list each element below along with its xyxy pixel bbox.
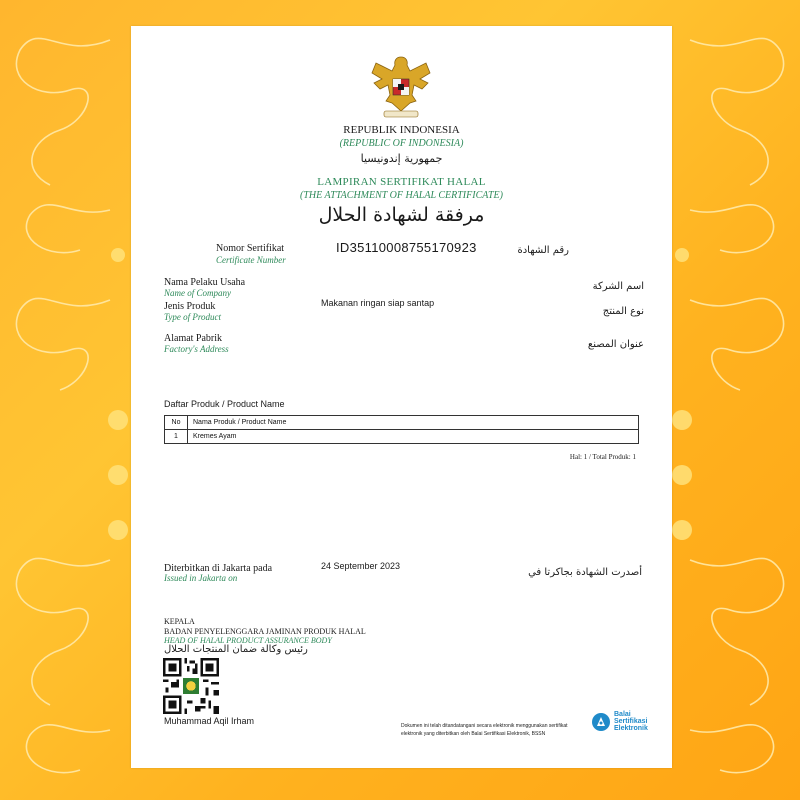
certificate-number-value: ID35110008755170923	[336, 240, 477, 255]
bsre-text-line2: Sertifikasi	[614, 718, 648, 725]
company-label-en: Name of Company	[164, 288, 231, 298]
bsre-logo-text	[614, 711, 648, 732]
esign-note-line2: elektronik yang diterbitkan oleh Balai Sertifikasi Elektronik, BSSN	[401, 731, 546, 737]
product-type-label-en: Type of Product	[164, 312, 221, 322]
left-ornament-border	[0, 0, 130, 800]
factory-address-label-ar: عنوان المصنع	[587, 339, 644, 350]
certificate-number-label-en: Certificate Number	[216, 255, 286, 265]
document-title-ar: مرفقة لشهادة الحلال	[318, 204, 485, 226]
certificate-number-label-id: Nomor Sertifikat	[216, 243, 285, 254]
bsre-text-line1: Balai	[614, 711, 631, 718]
table-cell-product-name: Kremes Ayam	[188, 430, 639, 444]
table-row	[165, 430, 639, 444]
country-name-id: REPUBLIK INDONESIA	[343, 124, 460, 136]
signatory-body-ar: رئيس وكالة ضمان المنتجات الحلال	[164, 644, 308, 655]
certificate-number-label-ar: رقم الشهادة	[517, 245, 569, 256]
company-label-id: Nama Pelaku Usaha	[164, 277, 246, 288]
qr-code	[163, 658, 219, 714]
issued-date: 24 September 2023	[321, 561, 401, 571]
signatory-body-en: HEAD OF HALAL PRODUCT ASSURANCE BODY	[164, 636, 332, 645]
signatory-role-id: KEPALA	[164, 617, 195, 626]
esign-note-line1: Dokumen ini telah ditandatangani secara elektronik menggunakan sertifikat	[401, 723, 568, 729]
document-title-id: LAMPIRAN SERTIFIKAT HALAL	[317, 176, 486, 188]
factory-address-label-en: Factory's Address	[164, 344, 229, 354]
product-table	[164, 415, 639, 444]
country-name-ar: جمهورية إندونيسيا	[360, 152, 443, 165]
product-type-label-id: Jenis Produk	[164, 301, 216, 312]
product-pagination: Hal: 1 / Total Produk: 1	[569, 453, 636, 461]
document-title-en: (THE ATTACHMENT OF HALAL CERTIFICATE)	[300, 190, 503, 201]
product-type-label-ar: نوع المنتج	[602, 306, 644, 317]
signatory-body-id: BADAN PENYELENGGARA JAMINAN PRODUK HALAL	[164, 627, 366, 636]
factory-address-label-id: Alamat Pabrik	[164, 333, 223, 344]
issued-label-ar: أصدرت الشهادة بجاكرتا في	[528, 567, 642, 578]
company-label-ar: اسم الشركة	[592, 281, 644, 292]
product-type-value: Makanan ringan siap santap	[321, 298, 435, 308]
country-name-en: (REPUBLIC OF INDONESIA)	[339, 138, 464, 149]
product-list-title: Daftar Produk / Product Name	[164, 399, 285, 409]
table-cell-no: 1	[165, 430, 188, 444]
signatory-name: Muhammad Aqil Irham	[164, 716, 255, 726]
bsre-text-line3: Elektronik	[614, 725, 648, 732]
table-header-product-name: Nama Produk / Product Name	[188, 416, 639, 430]
certificate-page	[131, 26, 672, 768]
right-ornament-border	[670, 0, 800, 800]
issued-label-id: Diterbitkan di Jakarta pada	[164, 563, 273, 574]
bsre-logo-icon	[591, 712, 611, 732]
table-header-row	[165, 416, 639, 430]
issued-label-en: Issued in Jakarta on	[164, 573, 238, 583]
table-header-no: No	[165, 416, 188, 430]
garuda-emblem-icon	[368, 51, 434, 121]
